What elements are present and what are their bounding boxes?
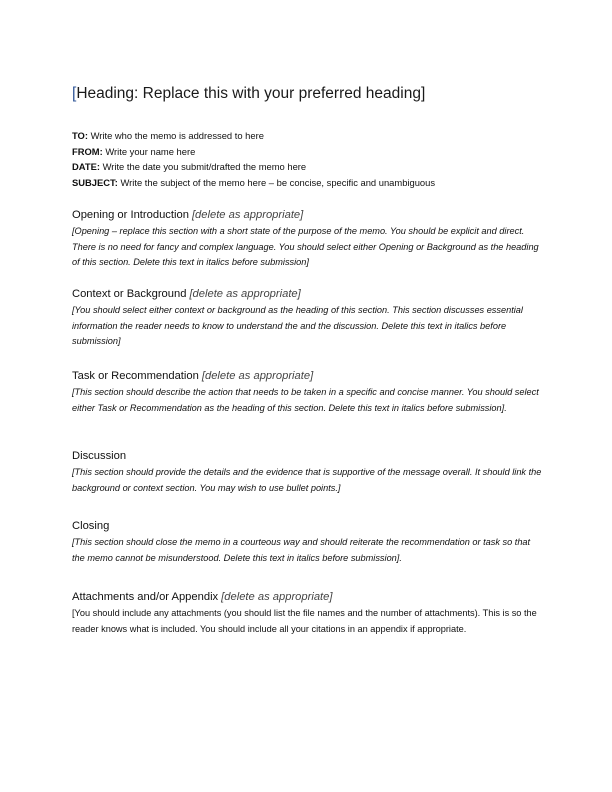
meta-to-line bbox=[72, 128, 435, 144]
section-closing-title-line bbox=[72, 519, 544, 534]
meta-from-line bbox=[72, 144, 435, 160]
section-task-body: [This section should describe the action that needs to be taken in a specific and concise manner. You should select either Task or Recommendation as the heading of this section. Delete this text in italics before submission]. bbox=[72, 387, 539, 413]
memo-heading bbox=[72, 84, 425, 104]
section-context-body: [You should select either context or background as the heading of this section. This section discusses essential information the reader needs to know to understand the and the discussion. Delete this text in italics before submission] bbox=[72, 305, 523, 346]
meta-subject-value: Write the subject of the memo here – be concise, specific and unambiguous bbox=[120, 176, 436, 188]
section-task-title-line bbox=[72, 369, 544, 384]
section-context-title-line bbox=[72, 287, 544, 302]
meta-date-label: DATE: bbox=[72, 161, 100, 172]
heading-close-bracket: ] bbox=[420, 85, 426, 102]
section-discussion-title: Discussion bbox=[72, 450, 127, 462]
section-opening bbox=[72, 208, 544, 271]
section-discussion bbox=[72, 449, 544, 496]
section-attachments bbox=[72, 590, 544, 637]
section-context-title: Context or Background bbox=[72, 288, 187, 300]
section-opening-body: [Opening – replace this section with a short state of the purpose of the memo. You should be explicit and direct. There is no need for fancy and complex language. You should select either Opening or Background as the heading of this section. Delete this text in italics before submission] bbox=[72, 226, 539, 267]
meta-from-value: Write your name here bbox=[105, 145, 196, 157]
section-task-title: Task or Recommendation bbox=[72, 370, 199, 382]
section-opening-title: Opening or Introduction bbox=[72, 209, 189, 221]
meta-subject-label: SUBJECT: bbox=[72, 176, 118, 188]
section-attachments-title-line bbox=[72, 590, 544, 605]
meta-subject-line bbox=[72, 175, 435, 191]
meta-date-value: Write the date you submit/drafted the memo here bbox=[102, 161, 307, 172]
meta-from-label: FROM: bbox=[72, 145, 103, 157]
section-context bbox=[72, 287, 544, 350]
section-opening-title-line bbox=[72, 208, 544, 223]
section-discussion-title-line bbox=[72, 449, 544, 464]
section-closing-body: [This section should close the memo in a courteous way and should reiterate the recommendation or task so that the memo cannot be misunderstood. Delete this text in italics before submission]. bbox=[72, 537, 531, 563]
section-discussion-body: [This section should provide the details and the evidence that is supportive of the message overall. It should link the background or context section. You may wish to use bullet points.] bbox=[72, 467, 542, 493]
heading-text: Heading: Replace this with your preferred heading bbox=[76, 85, 421, 102]
section-task bbox=[72, 369, 544, 416]
section-opening-note: [delete as appropriate] bbox=[191, 209, 304, 221]
section-closing bbox=[72, 519, 544, 566]
section-attachments-title: Attachments and/or Appendix bbox=[72, 591, 219, 603]
heading-open-bracket: [ bbox=[72, 85, 77, 102]
meta-date-line bbox=[72, 159, 435, 175]
section-attachments-body: [You should include any attachments (you should list the file names and the number of attachments). This is so the reader knows what is included. You should include all your citations in an appendix if appropriate. bbox=[72, 608, 537, 634]
section-closing-title: Closing bbox=[72, 520, 110, 532]
section-context-note: [delete as appropriate] bbox=[189, 288, 301, 300]
section-task-note: [delete as appropriate] bbox=[201, 370, 314, 382]
meta-to-label: TO: bbox=[72, 130, 88, 141]
section-attachments-note: [delete as appropriate] bbox=[221, 591, 333, 603]
memo-meta-block bbox=[72, 128, 435, 190]
meta-to-value: Write who the memo is addressed to here bbox=[90, 130, 264, 141]
